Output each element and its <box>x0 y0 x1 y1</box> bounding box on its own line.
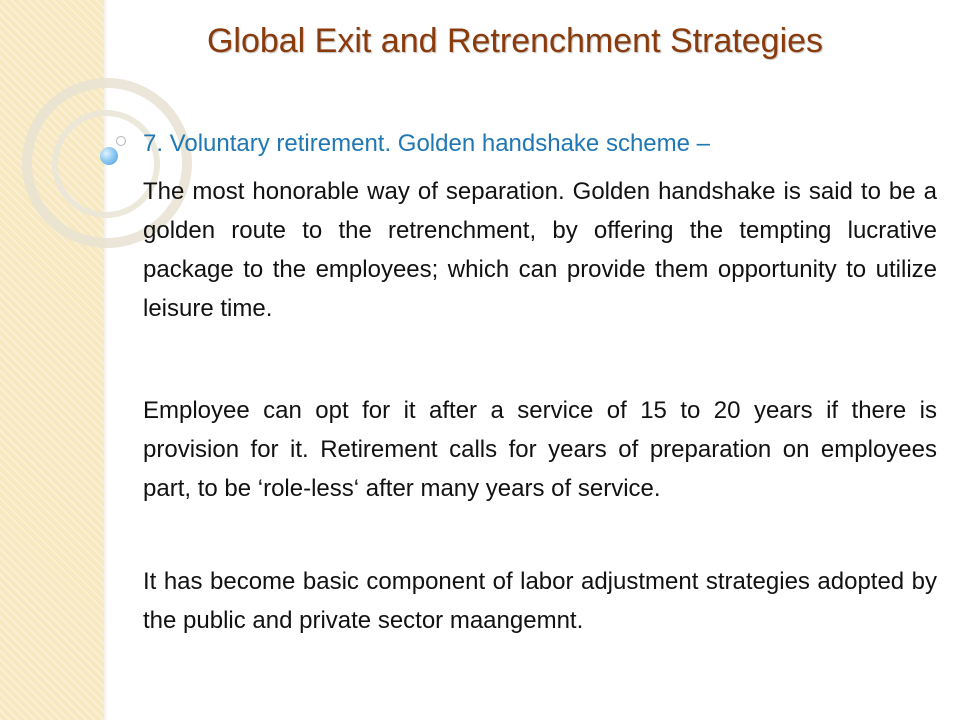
bullet-sphere-icon <box>100 147 118 165</box>
slide-title: Global Exit and Retrenchment Strategies <box>206 22 824 60</box>
small-ring-icon <box>116 136 126 146</box>
body-paragraph-2: Employee can opt for it after a service of 15 to 20 years if there is provision for it. Retirement calls for years of preparation on employees part, to be ‘role-less‘ after many years of service. <box>143 397 937 502</box>
body-paragraph-1: The most honorable way of separation. Golden handshake is said to be a golden route to the retrenchment, by offering the tempting lucrative package to the employees; which can provide them opportunity to utilize leisure time. <box>143 178 937 322</box>
slide-subtitle: 7. Voluntary retirement. Golden handshake scheme – <box>143 130 710 157</box>
body-paragraph-3: It has become basic component of labor adjustment strategies adopted by the public and private sector maangemnt. <box>143 568 937 634</box>
